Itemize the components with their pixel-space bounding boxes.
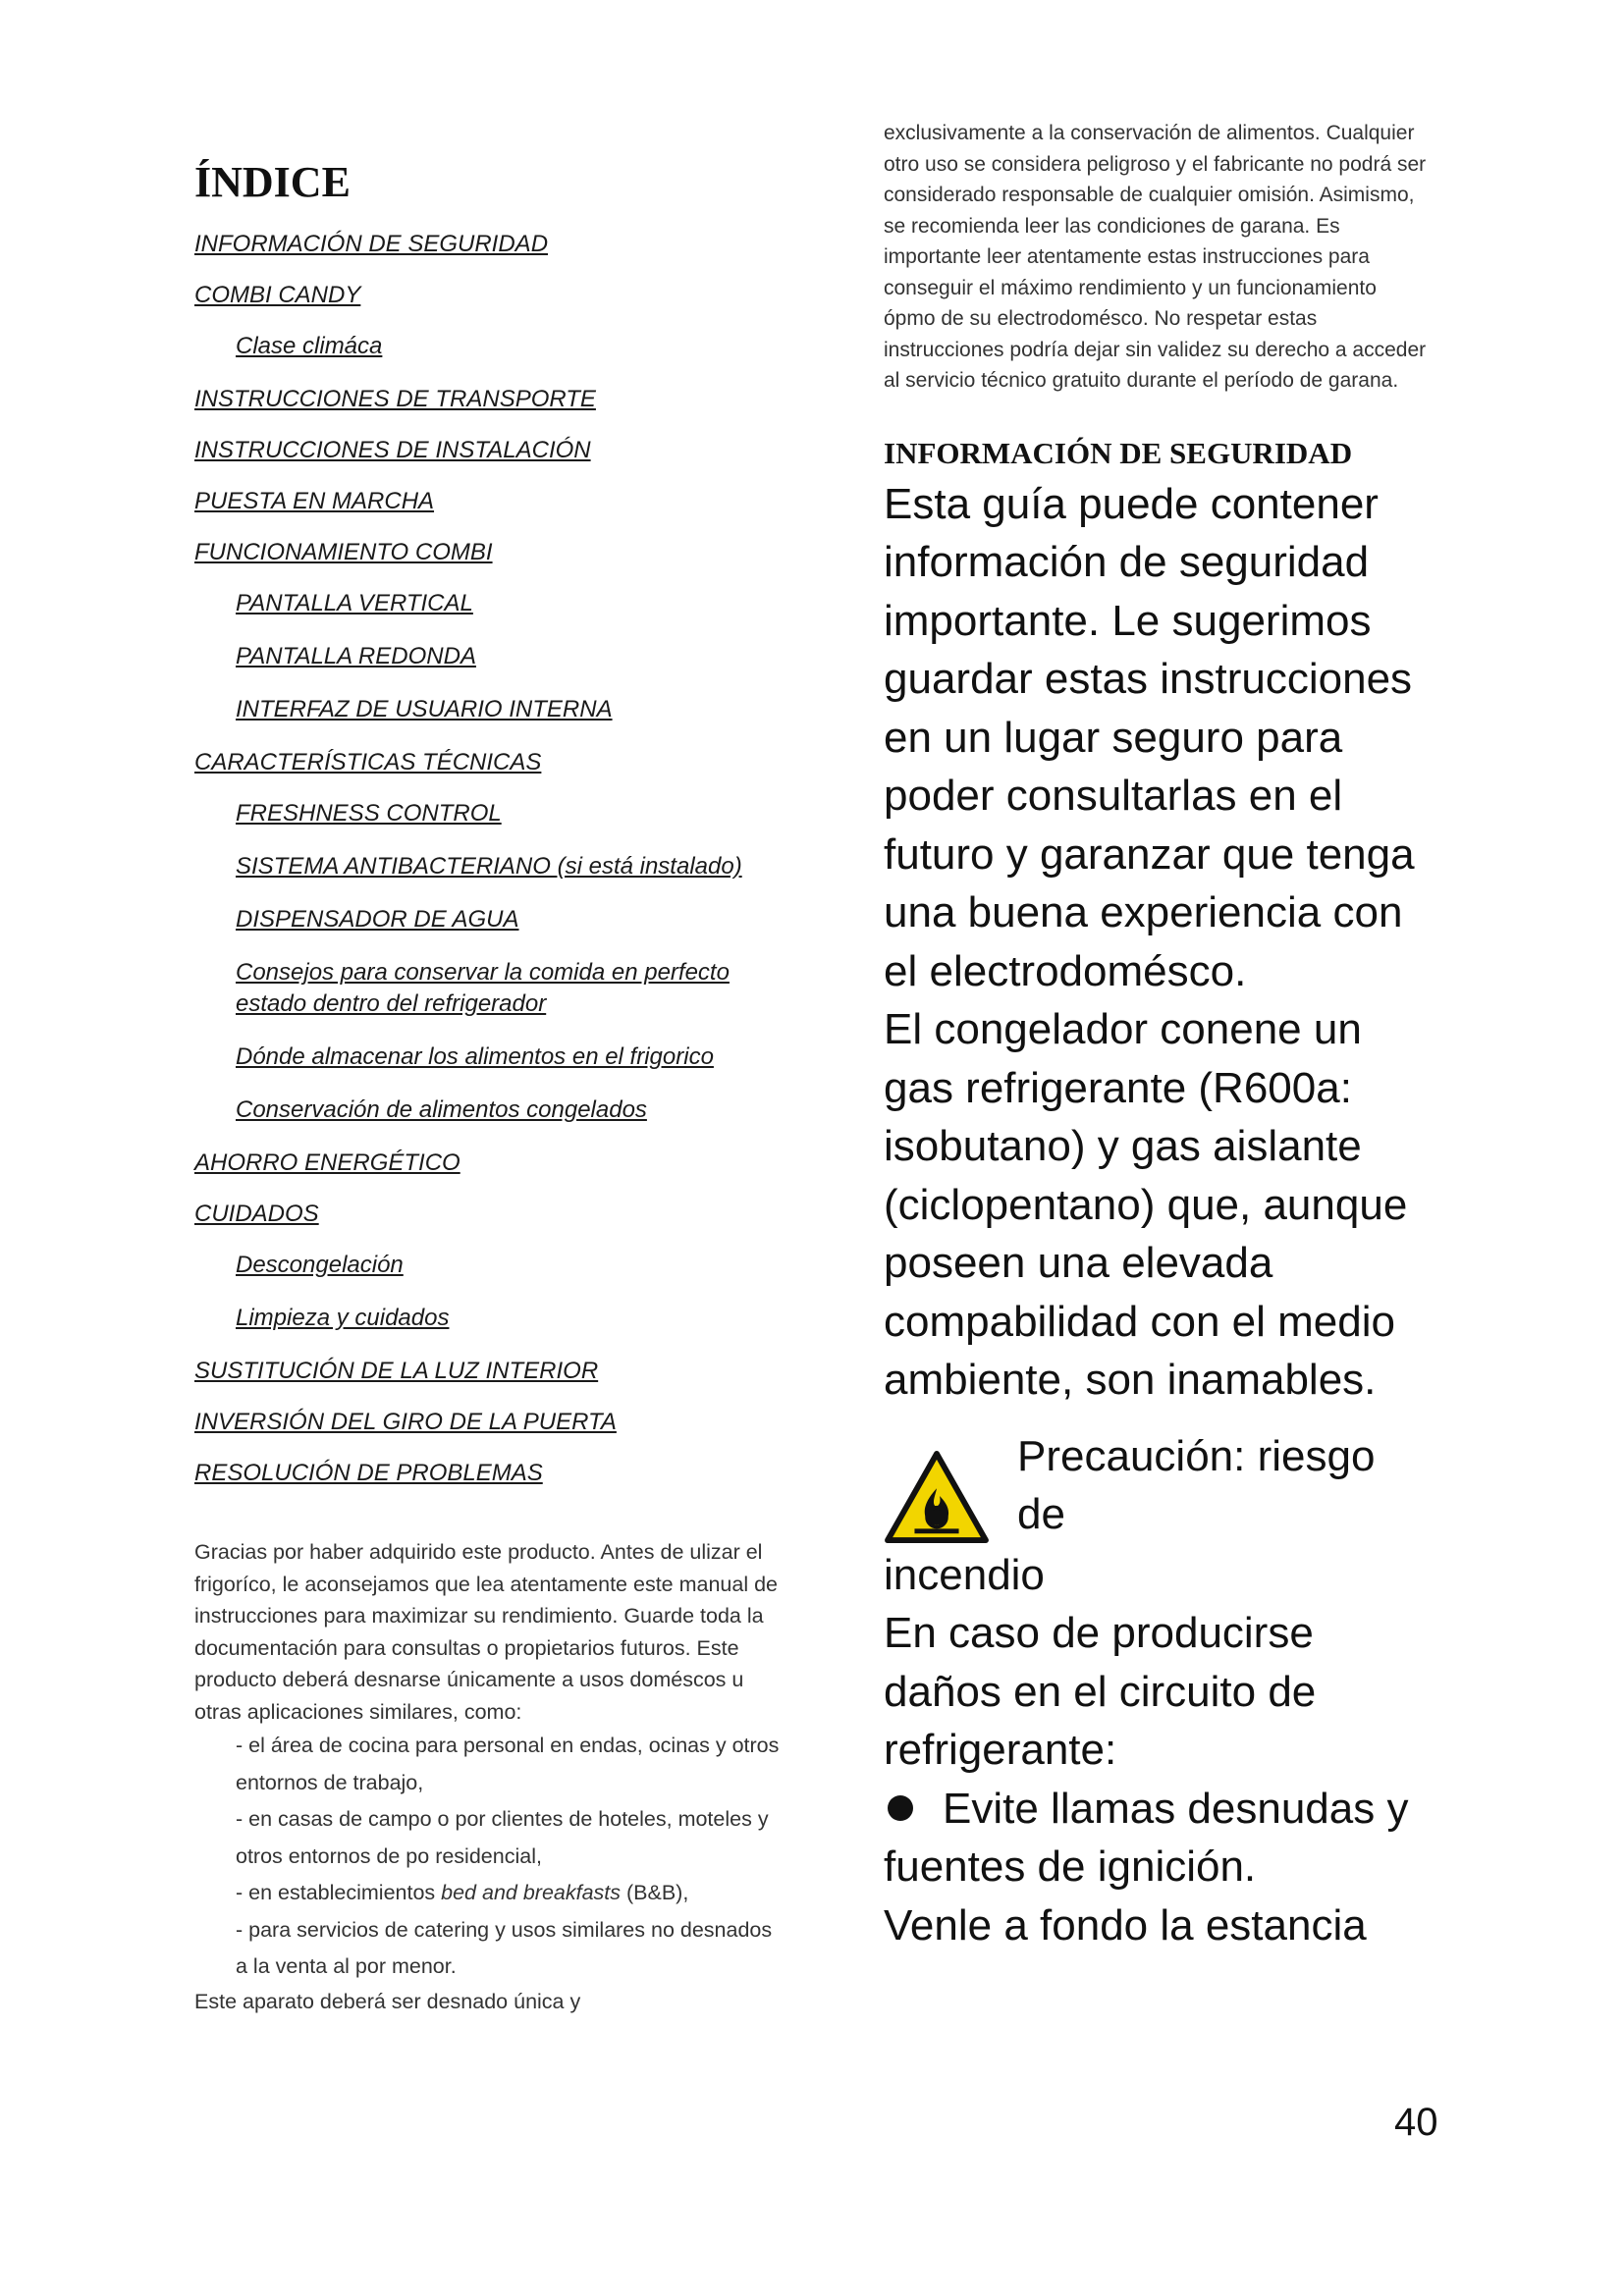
toc-entry[interactable]: DISPENSADOR DE AGUA [236, 906, 519, 933]
toc-entry[interactable]: CARACTERÍSTICAS TÉCNICAS [194, 749, 542, 775]
toc-entry[interactable]: Dónde almacenar los alimentos en el frigorico [236, 1043, 714, 1070]
toc-entry[interactable]: FRESHNESS CONTROL [236, 800, 502, 827]
toc-entry[interactable]: Descongelación [236, 1252, 404, 1278]
use-item-offices: - el área de cocina para personal en endas, ocinas y otros entornos de trabajo, [236, 1734, 780, 1794]
bnb-italic: bed and breakfasts [441, 1881, 622, 1904]
continuation-text: exclusivamente a la conservación de alimentos. Cualquier otro uso se considera peligroso y el fabricante no podrá ser considerado responsable de cualquier omisión. Asimismo, se recomienda leer las condiciones de garana. Es importante leer atentamente estas instrucciones para conseguir el máximo rendimiento y un funcionamiento ópmo de su electrodomésco. No respetar estas instrucciones podría dejar sin validez su derecho a acceder al servicio técnico gratuito durante el período de garana. [884, 122, 1427, 392]
toc-entry[interactable]: SISTEMA ANTIBACTERIANO (si está instalado) [236, 853, 742, 880]
toc-entry[interactable]: RESOLUCIÓN DE PROBLEMAS [194, 1460, 543, 1486]
use-item-catering: - para servicios de catering y usos similares no desnados a la venta al por menor. [236, 1917, 773, 1978]
toc-entry[interactable]: PANTALLA VERTICAL [236, 590, 473, 616]
toc-entry[interactable]: Conservación de alimentos congelados [236, 1096, 647, 1123]
safety-text-2: El congelador conene un gas refrigerante (R600a: isobutano) y gas aislante (ciclopentano) que, aunque poseen una elevada compabilidad con el medio ambiente, son inamables. [884, 1005, 1408, 1404]
toc-entry[interactable]: INSTRUCCIONES DE INSTALACIÓN [194, 437, 591, 463]
toc-entry[interactable]: INSTRUCCIONES DE TRANSPORTE [194, 386, 596, 412]
toc-entry[interactable]: PANTALLA REDONDA [236, 643, 476, 669]
warning-title-a: Precaución: riesgo de [1017, 1431, 1376, 1538]
damage-text: En caso de producirse daños en el circuito de refrigerante: [884, 1609, 1317, 1774]
uses-list [194, 1728, 784, 1986]
use-item-hotels: - en casas de campo o por clientes de hoteles, moteles y otros entornos de po residencial, [236, 1807, 769, 1868]
intro-paragraph: Gracias por haber adquirido este producto. Antes de ulizar el frigoríco, le aconsejamos que lea atentamente este manual de instrucciones para maximizar su rendimiento. Guarde toda la documentación para consultas o propietarios futuros. Este producto deberá desnarse únicamente a usos doméscos u otras aplicaciones similares, como: [194, 1540, 779, 1724]
toc-entry[interactable]: INTERFAZ DE USUARIO INTERNA [236, 696, 613, 722]
right-column [884, 118, 1434, 1954]
table-of-contents [194, 229, 784, 1489]
safety-text-1: Esta guía puede contener información de seguridad importante. Le sugerimos guardar estas instrucciones en un lugar seguro para poder consultarlas en el futuro y garanzar que tenga una buena experiencia con el electrodomésco. [884, 479, 1415, 995]
toc-entry[interactable]: Consejos para conservar la comida en perfecto estado dentro del refrigerador [236, 959, 730, 1017]
toc-entry[interactable]: INVERSIÓN DEL GIRO DE LA PUERTA [194, 1409, 617, 1435]
bullet-item: Evite llamas desnudas y fuentes de ignición. [884, 1784, 1409, 1891]
ventilate-text: Venle a fondo la estancia [884, 1900, 1367, 1949]
intro-closing: Este aparato deberá ser desnado única y [194, 1989, 581, 2013]
toc-entry[interactable]: COMBI CANDY [194, 282, 361, 308]
toc-entry[interactable]: FUNCIONAMIENTO COMBI [194, 539, 493, 565]
index-title: ÍNDICE [194, 158, 351, 206]
toc-entry[interactable]: INFORMACIÓN DE SEGURIDAD [194, 231, 549, 257]
toc-entry[interactable]: Clase climáca [236, 333, 383, 359]
bullet-dot-icon [888, 1795, 913, 1821]
warning-title-b: incendio [884, 1550, 1045, 1599]
use-item-bnb: - en establecimientos bed and breakfasts (B&B), [236, 1881, 689, 1904]
toc-entry[interactable]: Limpieza y cuidados [236, 1305, 450, 1331]
left-column [194, 147, 784, 2017]
toc-entry[interactable]: SUSTITUCIÓN DE LA LUZ INTERIOR [194, 1358, 599, 1384]
toc-entry[interactable]: CUIDADOS [194, 1201, 319, 1227]
safety-heading: INFORMACIÓN DE SEGURIDAD [884, 435, 1353, 470]
flammable-warning-icon [884, 1450, 990, 1546]
toc-entry[interactable]: AHORRO ENERGÉTICO [194, 1149, 460, 1176]
warning-row [884, 1427, 1434, 1546]
toc-entry[interactable]: PUESTA EN MARCHA [194, 488, 435, 514]
page-number: 40 [1394, 2101, 1438, 2144]
intro-section [194, 1536, 784, 2017]
